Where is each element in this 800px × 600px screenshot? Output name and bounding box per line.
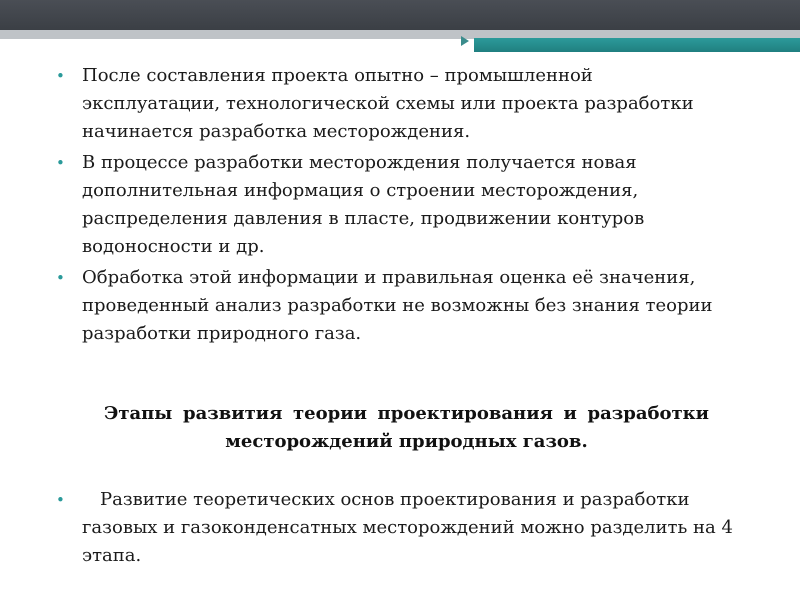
bullet-text: После составления проекта опытно – промышленной эксплуатации, технологической схемы или проекта разработки начинается разработка месторождения. <box>82 65 694 142</box>
bullet-icon: • <box>56 154 65 172</box>
accent-stripe <box>474 38 800 52</box>
bullet-list-stages <box>56 486 736 573</box>
triangle-arrow-icon <box>461 36 469 46</box>
header-bar <box>0 0 800 30</box>
list-item <box>56 149 736 261</box>
section-heading: Этапы развития теории проектирования и разработки месторождений природных газов. <box>104 403 709 452</box>
bullet-text: В процессе разработки месторождения получается новая дополнительная информация о строении месторождения, распределения давления в пласте, продвижении контуров водоносности и др. <box>82 152 645 257</box>
list-item <box>56 62 736 146</box>
bullet-icon: • <box>56 269 65 287</box>
list-item <box>56 264 736 348</box>
list-item <box>56 486 736 570</box>
bullet-icon: • <box>56 67 65 85</box>
bullet-text: Обработка этой информации и правильная оценка её значения, проведенный анализ разработки не возможны без знания теории разработки природного газа. <box>82 267 713 344</box>
bullet-icon: • <box>56 491 65 509</box>
bullet-list <box>56 62 736 351</box>
bullet-text: Развитие теоретических основ проектирования и разработки газовых и газоконденсатных месторождений можно разделить на 4 этапа. <box>82 489 733 566</box>
